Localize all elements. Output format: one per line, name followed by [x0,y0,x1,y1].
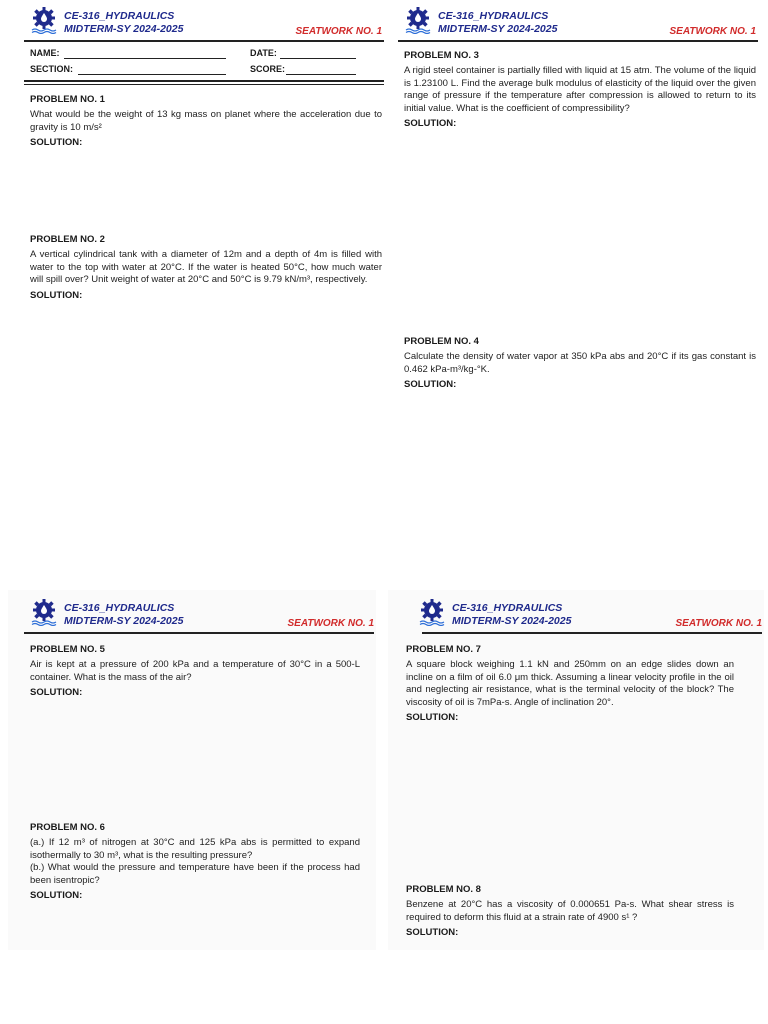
fields-rule [24,80,384,82]
course-title: CE-316_HYDRAULICS [438,10,549,22]
solution-label: SOLUTION: [406,927,459,938]
problem-6 [30,822,360,901]
problem-4 [404,336,756,390]
student-fields [24,42,384,80]
gear-logo-icon [418,598,446,626]
solution-label: SOLUTION: [30,137,83,148]
solution-label: SOLUTION: [30,890,83,901]
page-header [412,596,764,632]
score-field[interactable] [286,74,356,75]
solution-label: SOLUTION: [404,379,457,390]
problem-text: Air is kept at a pressure of 200 kPa and a temperature of 30°C in a 500-L container. What is the mass of the air? [30,659,360,683]
seatwork-label: SEATWORK NO. 1 [669,26,756,37]
worksheet-page-2 [398,4,758,524]
gear-logo-icon [30,598,58,626]
problem-8 [406,884,734,938]
problem-text: Benzene at 20°C has a viscosity of 0.000651 Pa-s. What shear stress is required to deform this fluid at a strain rate of 4900 s¹ ? [406,899,734,923]
course-title: CE-316_HYDRAULICS [452,602,563,614]
gear-logo-icon [30,6,58,34]
term-title: MIDTERM-SY 2024-2025 [64,615,184,627]
name-label: NAME: [30,48,60,58]
problem-7 [406,644,734,723]
header-rule [398,40,758,42]
term-title: MIDTERM-SY 2024-2025 [64,23,184,35]
problem-text [30,837,360,887]
problem-1 [30,94,382,148]
worksheet-page-3 [8,590,376,950]
problem-title: PROBLEM NO. 5 [30,644,105,655]
page-header [24,596,376,632]
problem-3 [404,50,756,129]
problem-title: PROBLEM NO. 6 [30,822,105,833]
fields-rule-thin [24,84,384,85]
term-title: MIDTERM-SY 2024-2025 [438,23,558,35]
term-title: MIDTERM-SY 2024-2025 [452,615,572,627]
solution-label: SOLUTION: [406,712,459,723]
problem-title: PROBLEM NO. 1 [30,94,105,105]
problem-title: PROBLEM NO. 4 [404,336,479,347]
course-title: CE-316_HYDRAULICS [64,10,175,22]
page-header [398,4,758,40]
date-label: DATE: [250,48,277,58]
worksheet-page-1 [24,4,384,354]
problem-2 [30,234,382,301]
page-header [24,4,384,40]
problem-text: Calculate the density of water vapor at 350 kPa abs and 20°C if its gas constant is 0.462 kPa-m³/kg-°K. [404,351,756,375]
section-field[interactable] [78,74,226,75]
problem-text: A vertical cylindrical tank with a diameter of 12m and a depth of 4m is filled with water to the top with water at 20°C. If the water is heated 50°C, how much water will spill over? Unit weight of water at 20°C and 50°C is 9.79 kN/m³, respectively. [30,249,382,285]
solution-label: SOLUTION: [404,118,457,129]
problem-title: PROBLEM NO. 8 [406,884,481,895]
header-rule [422,632,762,634]
worksheet-page-4 [388,590,764,950]
seatwork-label: SEATWORK NO. 1 [295,26,382,37]
section-label: SECTION: [30,64,74,74]
solution-label: SOLUTION: [30,289,83,301]
problem-text: A square block weighing 1.1 kN and 250mm on an edge slides down an incline on a film of oil 6.0 μm thick. Assuming a linear velocity profile in the oil and neglecting air resistance, what is the terminal velocity of the block? The viscosity of oil is 7mPa-s. Angle of inclination 20°. [406,659,734,708]
seatwork-label: SEATWORK NO. 1 [675,618,762,629]
gear-logo-icon [404,6,432,34]
problem-text-part-a: (a.) If 12 m³ of nitrogen at 30°C and 125 kPa abs is permitted to expand isothermally to 30 m³, what is the resulting pressure? [30,837,360,861]
problem-title: PROBLEM NO. 3 [404,50,479,61]
course-title: CE-316_HYDRAULICS [64,602,175,614]
score-label: SCORE: [250,64,286,74]
problem-title: PROBLEM NO. 7 [406,644,481,655]
date-field[interactable] [280,58,356,59]
problem-text: A rigid steel container is partially filled with liquid at 15 atm. The volume of the liquid is 1.23100 L. Find the average bulk modulus of elasticity of the liquid over the given range of pressure if the temperature after compression is allowed to return to its initial value. What is the coefficient of compressibility? [404,65,756,114]
header-rule [24,632,374,634]
problem-text-part-b: (b.) What would the pressure and temperature have been if the process had been isentropic? [30,862,360,886]
seatwork-label: SEATWORK NO. 1 [287,618,374,629]
problem-text: What would be the weight of 13 kg mass on planet where the acceleration due to gravity is 10 m/s² [30,109,382,133]
name-field[interactable] [64,58,226,59]
problem-title: PROBLEM NO. 2 [30,234,105,245]
solution-label: SOLUTION: [30,687,83,698]
problem-5 [30,644,360,698]
